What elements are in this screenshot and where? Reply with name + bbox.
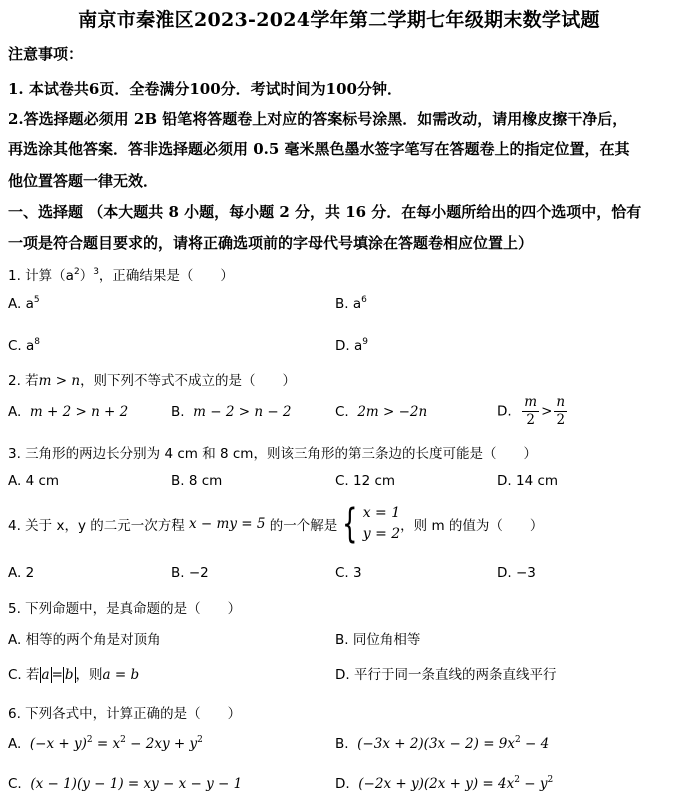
question-6-option-b: B. $(-3x + 2)(3x - 2) = 9x^2 - 4$ — [335, 735, 550, 752]
question-3-stem: 3. 三角形的两边长分别为 4 cm 和 8 cm，则该三角形的第三条边的长度可能是（ ） — [8, 446, 537, 462]
notice-item-2-line-3: 他位置答题一律无效． — [8, 172, 159, 190]
question-4-option-d: D. −3 — [497, 565, 536, 581]
section-heading-line-1: 一、选择题 （本大题共 8 小题，每小题 2 分，共 16 分．在每小题所给出的四个选项中，恰有 — [8, 203, 642, 221]
question-3-option-a: A. 4 cm — [8, 473, 60, 489]
question-1-option-d: D. $a^9$ — [335, 337, 368, 354]
question-4-option-a: A. 2 — [8, 565, 35, 581]
question-5-option-d: D. 平行于同一条直线的两条直线平行 — [335, 667, 557, 683]
question-4-option-b: B. −2 — [171, 565, 209, 581]
question-5-option-a: A. 相等的两个角是对顶角 — [8, 632, 161, 648]
question-3-option-d: D. 14 cm — [497, 473, 559, 489]
question-5-stem: 5. 下列命题中，是真命题的是（ ） — [8, 601, 242, 617]
notice-item-1: 1. 本试卷共6页．全卷满分100分．考试时间为100分钟． — [8, 80, 402, 98]
notice-item-2-line-1: 2.答选择题必须用 2B 铅笔将答题卷上对应的答案标号涂黑．如需改动，请用橡皮擦干净后， — [8, 110, 628, 128]
question-6-option-d: D. $(-2x + y)(2x + y) = 4x^2 - y^2$ — [335, 775, 554, 792]
question-6-option-c: C. (x − 1)(y − 1) = xy − x − y − 1 — [8, 776, 243, 792]
question-3-option-b: B. 8 cm — [171, 473, 223, 489]
question-3-option-c: C. 12 cm — [335, 473, 396, 489]
question-2-option-a: A. m + 2 > n + 2 — [8, 404, 129, 420]
question-6-stem: 6. 下列各式中，计算正确的是（ ） — [8, 706, 242, 722]
notice-heading: 注意事项： — [8, 45, 84, 63]
question-4-option-c: C. 3 — [335, 565, 362, 581]
question-1-option-c: C. $a^8$ — [8, 337, 41, 354]
question-1-option-b: B. $a^6$ — [335, 295, 367, 312]
page-title: 南京市秦淮区2023-2024学年第二学期七年级期末数学试题 — [78, 9, 600, 31]
equation-system: { x = 1 y = 2 — [342, 501, 401, 547]
question-6-option-a: A. $(-x + y)^2 = x^2 - 2xy + y^2$ — [8, 735, 203, 752]
question-2-option-c: C. 2m > −2n — [335, 404, 428, 420]
question-1-option-a: A. $a^5$ — [8, 295, 40, 312]
question-4-stem: 4. 关于 x，y 的二元一次方程 x − my = 5 的一个解是 { x = 1 y = 2 ，则 m 的值为（ ） — [8, 501, 544, 547]
section-heading-line-2: 一项是符合题目要求的，请将正确选项前的字母代号填涂在答题卷相应位置上） — [8, 234, 534, 252]
question-5-option-b: B. 同位角相等 — [335, 632, 421, 648]
question-2-option-b: B. m − 2 > n − 2 — [171, 404, 292, 420]
question-1-stem: 1. 计算$(a^2)^3$，正确结果是（ ） — [8, 267, 234, 284]
notice-item-2-line-2: 再选涂其他答案．答非选择题必须用 0.5 毫米黑色墨水签字笔写在答题卷上的指定位置，在其 — [8, 140, 630, 158]
question-2-stem: 2. 若m > n，则下列不等式不成立的是（ ） — [8, 373, 297, 389]
question-5-option-c: C. 若 a = b ，则a = b — [8, 667, 140, 683]
question-2-option-d: D. $\frac{m}{2}$ > $\frac{n}{2}$ — [497, 394, 566, 428]
